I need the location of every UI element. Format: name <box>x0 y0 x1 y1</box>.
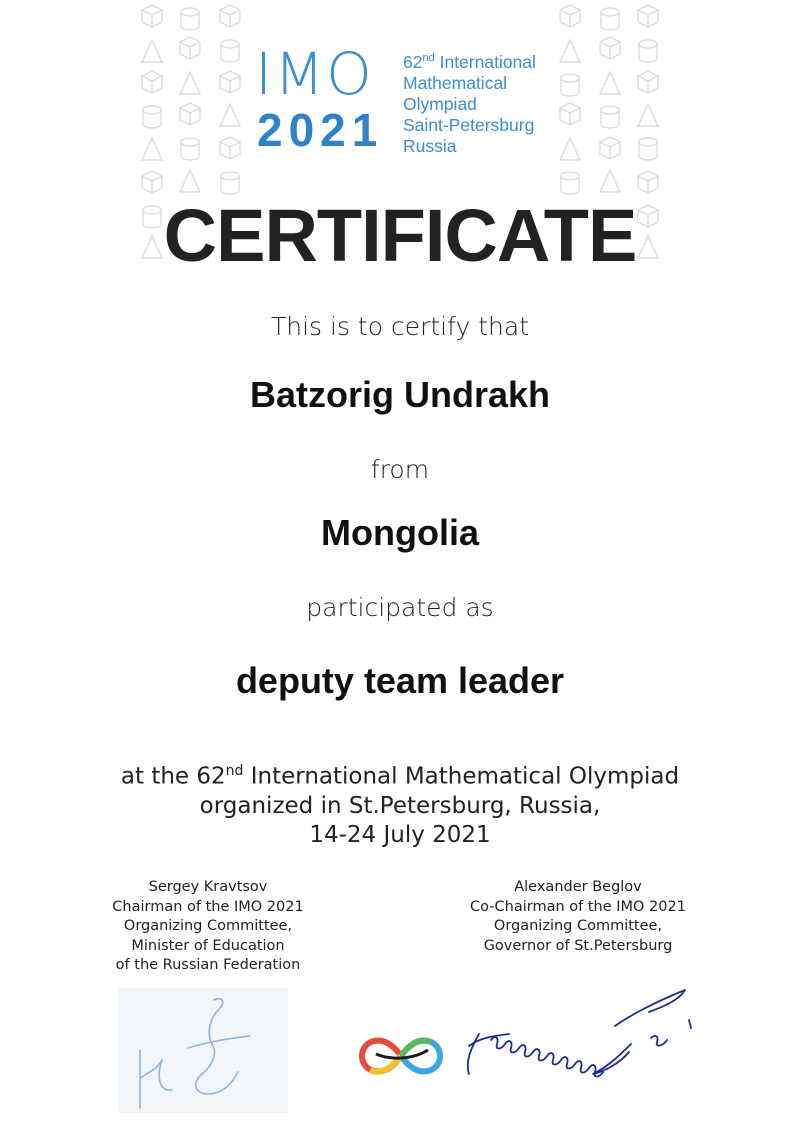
certify-intro: This is to certify that <box>270 312 530 341</box>
certificate-title: CERTIFICATE <box>163 194 637 277</box>
country-name: Mongolia <box>321 512 479 553</box>
signatory-right-name: Alexander Beglov <box>514 879 642 895</box>
imo-logo <box>255 40 555 156</box>
signatory-left-name: Sergey Kravtsov <box>148 879 268 895</box>
logo-caption <box>403 48 536 157</box>
from-label: from <box>370 455 430 484</box>
event-line-2: organized in St.Petersburg, Russia, <box>199 792 601 819</box>
logo-edition-suffix: nd <box>422 52 435 64</box>
signatory-right-line-1: Co-Chairman of the IMO 2021 <box>470 898 686 915</box>
event-line-1-sup: nd <box>225 763 244 779</box>
right-signature-image <box>455 978 715 1088</box>
recipient-name: Batzorig Undrakh <box>249 374 551 415</box>
event-description <box>0 757 800 850</box>
event-line-1-pre: at the 62 <box>120 763 226 790</box>
logo-line-1: International <box>439 51 536 72</box>
signatory-right <box>428 878 728 956</box>
participant-role: deputy team leader <box>235 660 565 701</box>
signatory-left <box>58 878 358 976</box>
left-signature-image <box>118 988 288 1113</box>
logo-edition-number: 62 <box>403 51 423 72</box>
cylinder-icon <box>181 8 199 30</box>
event-dates: 14-24 July 2021 <box>309 821 491 848</box>
imo-rings-logo <box>356 1026 446 1086</box>
signatory-left-line-2: Organizing Committee, <box>123 918 293 934</box>
signatory-right-line-3: Governor of St.Petersburg <box>483 937 673 954</box>
signatory-left-line-1: Chairman of the IMO 2021 <box>112 898 304 915</box>
event-line-1-post: International Mathematical Olympiad <box>243 763 680 790</box>
signatory-left-line-3: Minister of Education <box>131 937 285 954</box>
logo-line-2: Mathematical <box>403 72 508 93</box>
logo-line-4: Saint-Petersburg <box>403 114 535 135</box>
signatory-right-line-2: Organizing Committee, <box>493 918 663 934</box>
logo-line-5: Russia <box>403 135 457 156</box>
cube-icon <box>142 5 162 27</box>
role-label: participated as <box>306 593 494 622</box>
logo-year: 2021 <box>257 104 384 156</box>
logo-abbr: IMO <box>255 40 374 108</box>
signatory-left-line-4: of the Russian Federation <box>115 957 301 973</box>
logo-line-3: Olympiad <box>403 93 477 114</box>
